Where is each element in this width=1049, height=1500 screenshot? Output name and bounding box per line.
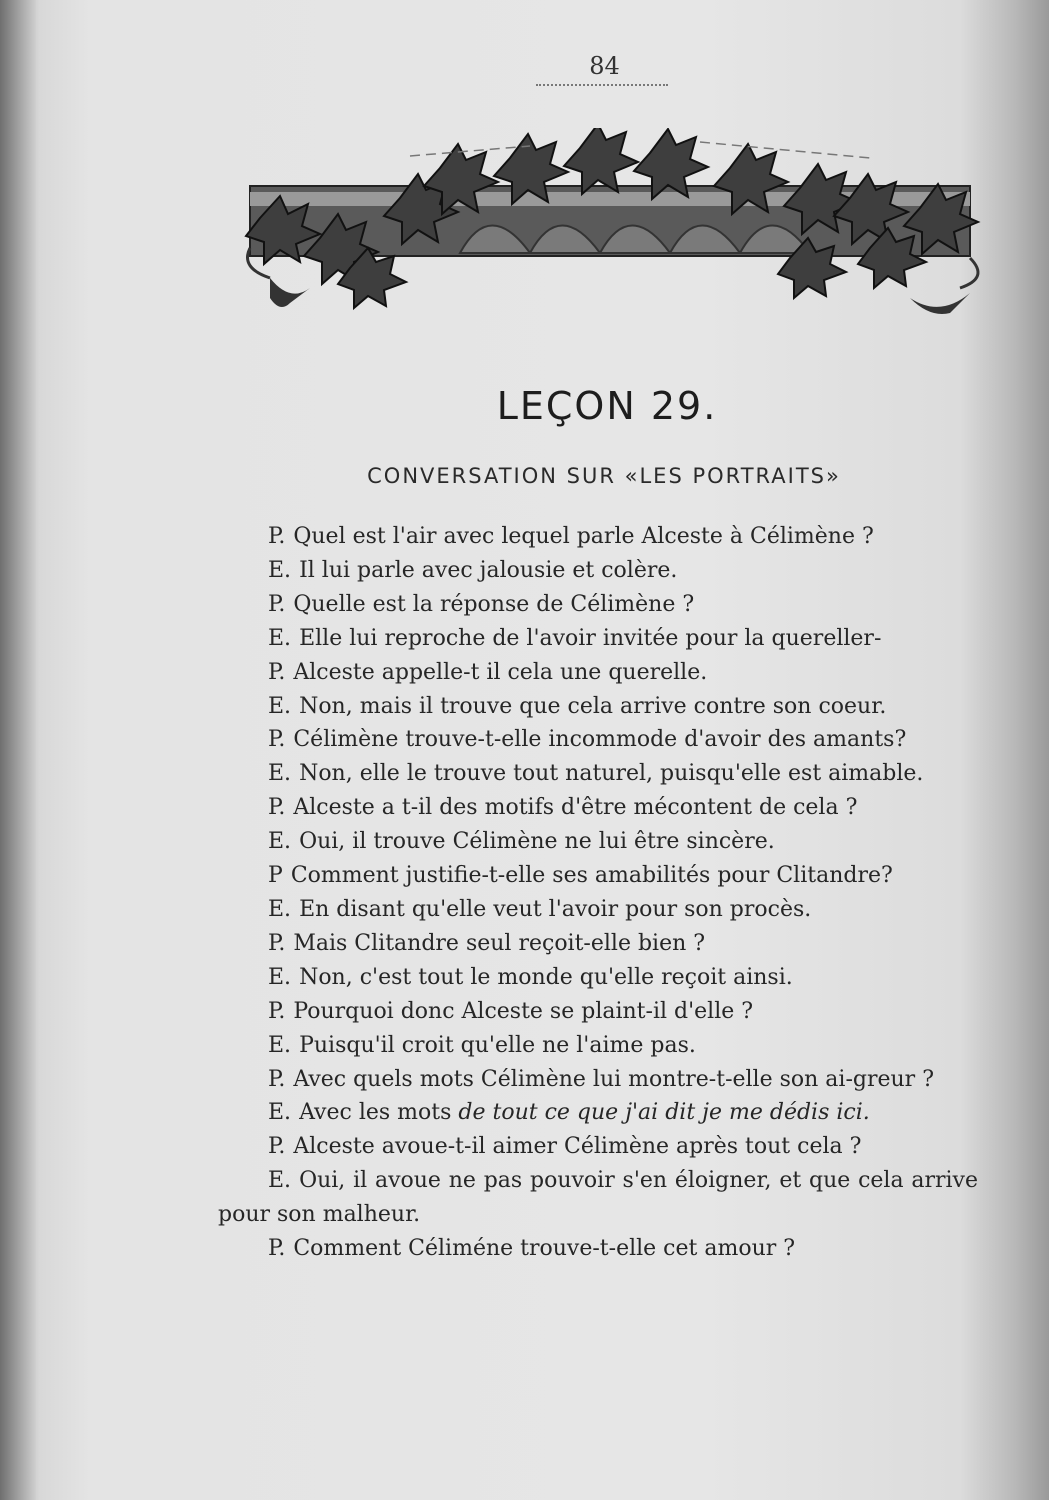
page-number-rule xyxy=(536,84,668,86)
line-text: Avec quels mots Célimène lui montre-t-elle son ai-greur ? xyxy=(293,1066,934,1092)
line-text: En disant qu'elle veut l'avoir pour son procès. xyxy=(299,896,812,922)
dialogue-line xyxy=(218,554,978,588)
dialogue-line xyxy=(218,1164,978,1232)
dialogue-line xyxy=(218,995,978,1029)
dialogue-line xyxy=(218,520,978,554)
dialogue-line xyxy=(218,1096,978,1130)
line-text: Pourquoi donc Alceste se plaint-il d'elle ? xyxy=(293,998,754,1024)
line-text: Oui, il trouve Célimène ne lui être sincère. xyxy=(299,829,775,855)
lesson-title: LEÇON 29. xyxy=(496,384,718,428)
ivy-ornament-illustration xyxy=(230,128,1010,328)
speaker-label: P. xyxy=(268,727,286,753)
dialogue-line xyxy=(218,791,978,825)
dialogue-line xyxy=(218,927,978,961)
dialogue-line xyxy=(218,893,978,927)
line-text: Quelle est la réponse de Célimène ? xyxy=(293,591,695,617)
line-text: Comment Céliméne trouve-t-elle cet amour ? xyxy=(293,1236,796,1262)
line-text: Oui, il avoue ne pas pouvoir s'en éloigner, et que cela arrive pour son malheur. xyxy=(218,1168,978,1228)
speaker-label: E. xyxy=(268,1032,292,1058)
line-text: Mais Clitandre seul reçoit-elle bien ? xyxy=(293,930,706,956)
dialogue-line xyxy=(218,1029,978,1063)
speaker-label: P. xyxy=(268,659,286,685)
line-text: Alceste avoue-t-il aimer Célimène après tout cela ? xyxy=(293,1134,862,1160)
line-text: Célimène trouve-t-elle incommode d'avoir des amants? xyxy=(293,727,907,753)
speaker-label: E. xyxy=(268,1168,292,1194)
line-text: Quel est l'air avec lequel parle Alceste à Célimène ? xyxy=(293,524,874,549)
dialogue-list xyxy=(218,520,978,1266)
dialogue-line xyxy=(218,588,978,622)
dialogue-line xyxy=(218,859,978,893)
book-spine xyxy=(0,0,36,1500)
line-text: Comment justifie-t-elle ses amabilités pour Clitandre? xyxy=(290,863,893,889)
lesson-subtitle: CONVERSATION SUR «LES PORTRAITS» xyxy=(367,464,841,488)
page-number: 84 xyxy=(589,52,620,80)
line-text: Avec les mots xyxy=(299,1100,452,1126)
line-italic-quote: de tout ce que j'ai dit je me dédis ici. xyxy=(458,1100,870,1126)
line-text: Non, mais il trouve que cela arrive contre son coeur. xyxy=(299,693,887,719)
speaker-label: P. xyxy=(268,930,286,956)
dialogue-line xyxy=(218,1232,978,1266)
speaker-label: E. xyxy=(268,1100,292,1126)
line-text: Il lui parle avec jalousie et colère. xyxy=(299,557,678,583)
speaker-label: P. xyxy=(268,591,286,617)
dialogue-line xyxy=(218,1063,978,1097)
speaker-label: P. xyxy=(268,795,286,821)
dialogue-line xyxy=(218,1130,978,1164)
dialogue-line xyxy=(218,723,978,757)
speaker-label: E. xyxy=(268,761,292,787)
dialogue-line xyxy=(218,825,978,859)
speaker-label: P. xyxy=(268,524,286,549)
speaker-label: E. xyxy=(268,557,292,583)
dialogue-line xyxy=(218,961,978,995)
speaker-label: P. xyxy=(268,1066,286,1092)
line-text: Non, elle le trouve tout naturel, puisqu'elle est aimable. xyxy=(299,761,924,787)
line-text: Puisqu'il croit qu'elle ne l'aime pas. xyxy=(299,1032,696,1058)
line-text: Alceste a t-il des motifs d'être mécontent de cela ? xyxy=(293,795,858,821)
speaker-label: P. xyxy=(268,998,286,1024)
dialogue-line xyxy=(218,656,978,690)
line-text: Non, c'est tout le monde qu'elle reçoit ainsi. xyxy=(299,964,793,990)
line-text: Elle lui reproche de l'avoir invitée pour la quereller- xyxy=(299,625,882,651)
speaker-label: P xyxy=(268,863,283,889)
dialogue-line xyxy=(218,757,978,791)
speaker-label: E. xyxy=(268,896,292,922)
dialogue-line xyxy=(218,690,978,724)
line-text: Alceste appelle-t il cela une querelle. xyxy=(293,659,708,685)
speaker-label: E. xyxy=(268,693,292,719)
speaker-label: E. xyxy=(268,829,292,855)
speaker-label: E. xyxy=(268,625,292,651)
dialogue-line xyxy=(218,622,978,656)
speaker-label: E. xyxy=(268,964,292,990)
speaker-label: P. xyxy=(268,1236,286,1262)
speaker-label: P. xyxy=(268,1134,286,1160)
